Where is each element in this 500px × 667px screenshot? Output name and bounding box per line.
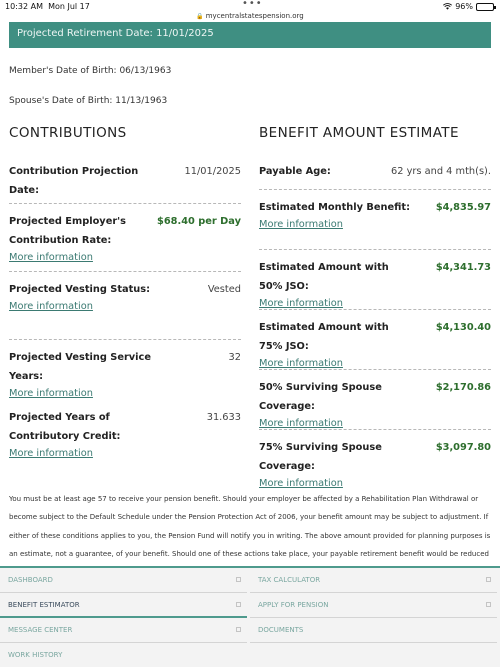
multitask-dots-icon[interactable]: ••• bbox=[242, 0, 263, 9]
nav-label: DASHBOARD bbox=[8, 576, 53, 584]
row-label: Estimated Amount with 50% JSO: bbox=[259, 262, 389, 292]
row-label: 50% Surviving Spouse Coverage: bbox=[259, 382, 382, 412]
benefit-title: BENEFIT AMOUNT ESTIMATE bbox=[259, 125, 459, 141]
status-date: Mon Jul 17 bbox=[48, 2, 90, 11]
benefit-row bbox=[259, 318, 491, 370]
retirement-date-banner bbox=[9, 22, 491, 48]
row-value: Vested bbox=[207, 284, 241, 295]
nav-documents[interactable] bbox=[250, 618, 497, 643]
row-value: 62 yrs and 4 mth(s). bbox=[391, 166, 491, 177]
nav-label: WORK HISTORY bbox=[8, 651, 63, 659]
nav-label: DOCUMENTS bbox=[258, 626, 304, 634]
more-information-link[interactable]: More information bbox=[9, 252, 93, 263]
contribution-row bbox=[9, 408, 241, 460]
checkbox-icon bbox=[236, 602, 241, 607]
checkbox-icon bbox=[236, 627, 241, 632]
nav-tax-calculator[interactable] bbox=[250, 568, 497, 593]
more-information-link[interactable]: More information bbox=[259, 418, 343, 429]
status-time: 10:32 AM bbox=[5, 2, 43, 11]
contributions-title: CONTRIBUTIONS bbox=[9, 125, 127, 141]
benefit-row bbox=[259, 378, 491, 430]
nav-message-center[interactable] bbox=[0, 618, 247, 643]
row-label: Projected Vesting Service Years: bbox=[9, 352, 151, 382]
checkbox-icon bbox=[236, 577, 241, 582]
status-bar bbox=[0, 0, 500, 22]
status-time-date bbox=[5, 2, 90, 11]
disclaimer-text: You must be at least age 57 to receive your pension benefit. Should your employer be affected by a Rehabilitation Plan Withdrawal or become subject to the Default Schedule under the Pension Protection Act of 2006, your benefit amount may be subject to adjustment. If either of these conditions applies to you, the Pension Fund will notify you in writing. The above amount provided for planning purposes is an estimate, not a guarantee, of your benefit. Should one of these actions take place, your payable retirement benefit would be reduced bbox=[9, 495, 491, 559]
benefit-row bbox=[259, 198, 491, 250]
more-information-link[interactable]: More information bbox=[259, 478, 343, 489]
benefit-row bbox=[259, 258, 491, 310]
contribution-row bbox=[9, 348, 241, 400]
nav-benefit-estimator[interactable] bbox=[0, 593, 247, 618]
row-value: 32 bbox=[228, 352, 241, 363]
row-value: $4,130.40 bbox=[435, 322, 491, 333]
checkbox-icon bbox=[486, 577, 491, 582]
row-value: $2,170.86 bbox=[435, 382, 491, 393]
nav-label: TAX CALCULATOR bbox=[258, 576, 321, 584]
contributions-list bbox=[9, 162, 241, 460]
more-information-link[interactable]: More information bbox=[259, 358, 343, 369]
row-label: 75% Surviving Spouse Coverage: bbox=[259, 442, 382, 472]
address-bar[interactable] bbox=[0, 12, 500, 20]
more-information-link[interactable]: More information bbox=[259, 219, 343, 230]
benefit-list bbox=[259, 162, 491, 490]
row-label: Projected Years of Contributory Credit: bbox=[9, 412, 121, 442]
row-label: Projected Employer's Contribution Rate: bbox=[9, 216, 126, 246]
more-information-link[interactable]: More information bbox=[9, 301, 93, 312]
row-label: Projected Vesting Status: bbox=[9, 284, 151, 295]
nav-apply-for-pension[interactable] bbox=[250, 593, 497, 618]
row-label: Payable Age: bbox=[259, 166, 331, 177]
row-label: Estimated Monthly Benefit: bbox=[259, 202, 410, 213]
banner-text: Projected Retirement Date: 11/01/2025 bbox=[17, 28, 214, 39]
more-information-link[interactable]: More information bbox=[9, 448, 93, 459]
row-value: 31.633 bbox=[206, 412, 241, 423]
row-label: Contribution Projection Date: bbox=[9, 166, 139, 196]
nav-dashboard[interactable] bbox=[0, 568, 247, 593]
benefit-row bbox=[259, 438, 491, 490]
status-right bbox=[443, 2, 494, 11]
benefit-row bbox=[259, 162, 491, 190]
row-label: Estimated Amount with 75% JSO: bbox=[259, 322, 389, 352]
row-value: $4,835.97 bbox=[435, 202, 491, 213]
nav-work-history[interactable] bbox=[0, 643, 247, 667]
row-value: $3,097.80 bbox=[435, 442, 491, 453]
more-information-link[interactable]: More information bbox=[9, 388, 93, 399]
checkbox-icon bbox=[486, 602, 491, 607]
battery-percent: 96% bbox=[455, 2, 473, 11]
nav-label: APPLY FOR PENSION bbox=[258, 601, 329, 609]
lock-icon: 🔒 bbox=[196, 13, 204, 20]
row-value: $68.40 per Day bbox=[157, 216, 241, 227]
url-text: mycentralstatespension.org bbox=[205, 12, 304, 20]
more-information-link[interactable]: More information bbox=[259, 298, 343, 309]
contribution-row bbox=[9, 212, 241, 272]
member-dob: Member's Date of Birth: 06/13/1963 bbox=[9, 66, 172, 76]
wifi-icon bbox=[443, 3, 452, 10]
row-value: 11/01/2025 bbox=[184, 166, 241, 177]
nav-label: BENEFIT ESTIMATOR bbox=[8, 601, 80, 609]
nav-label: MESSAGE CENTER bbox=[8, 626, 73, 634]
contribution-row bbox=[9, 280, 241, 340]
spouse-dob: Spouse's Date of Birth: 11/13/1963 bbox=[9, 96, 168, 106]
bottom-nav bbox=[0, 566, 500, 667]
contribution-row bbox=[9, 162, 241, 204]
battery-icon bbox=[476, 3, 494, 11]
row-value: $4,341.73 bbox=[435, 262, 491, 273]
